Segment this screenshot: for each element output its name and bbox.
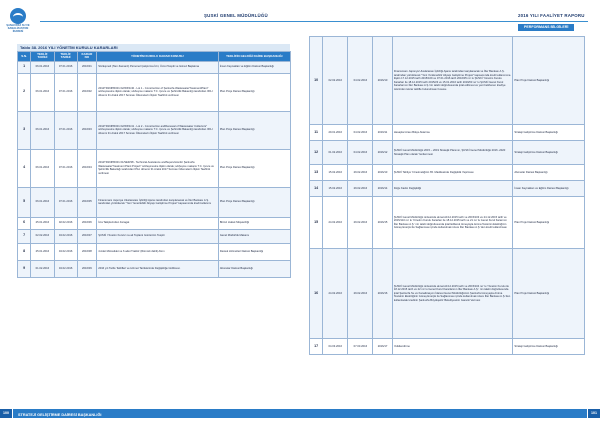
left-decisions-table: [17, 51, 291, 278]
proposal-date: 01.02.2016: [323, 141, 348, 165]
proposal-date: 02.02.2016: [31, 229, 54, 243]
col-sn: S.N.: [18, 52, 31, 62]
row-number: 15: [310, 197, 323, 249]
decision-no: 2016/14: [373, 181, 392, 197]
report-title: 2016 YILI FAALİYET RAPORU: [518, 13, 585, 18]
col-daire: TEKLİFİN GELDİĞİ DAİRE BAŞKANLIĞI: [218, 52, 290, 62]
department: Plan Proje Dairesi Başkanlığı: [513, 249, 585, 339]
right-page-number: 101: [588, 409, 600, 418]
decision-subject: 2012TR16IPR001 02/WKS/40 - Lot 1 - Construction of Şanlıurfa WastewaterTreatmentPlant" sözleşmesine ilişkin olarak; sözleşme makamı T.C. Çevre ve Şehircilik Bakanlığı tarafından IPA-I dönemi 31 Aralık 2017 Sonrası Ödemelerin İlişkin Taahhüt verilmesi: [97, 73, 219, 111]
proposal-date: 24.02.2016: [323, 197, 348, 249]
decision-no: 2016/08: [77, 243, 96, 260]
decision-date: 07.01.2016: [54, 73, 77, 111]
proposal-date: 25.01.2016: [31, 217, 54, 229]
department: Strateji Geliştirme Dairesi Başkanlığı: [513, 339, 585, 355]
row-number: 12: [310, 141, 323, 165]
col-teklif-tarihi: TEKLİF TARİHİ: [31, 52, 54, 62]
decision-subject: ŞUSKİ Genel Müdürlüğü 2015 – 2019 Stratejik Planının, ŞUSKİ Genel Müdürlüğü 2016 -2020 Stratejik Plan olarak Yenilenmesi: [392, 141, 513, 165]
row-number: 13: [310, 165, 323, 181]
left-page-number: 100: [0, 409, 12, 418]
row-number: 9: [18, 260, 31, 277]
table-header-row: [18, 52, 291, 62]
decision-subject: ŞUSKİ Tahliye Yönetmeliğinin 65. Maddesinde Değişiklik Yapılması: [392, 165, 513, 181]
water-drop-icon: [10, 8, 26, 24]
table-row: [18, 260, 291, 277]
department: Destek Hizmetleri Dairesi Başkanlığı: [218, 243, 290, 260]
row-number: 3: [18, 111, 31, 149]
proposal-date: 06.01.2016: [31, 61, 54, 73]
department: Strateji Geliştirme Dairesi Başkanlığı: [513, 141, 585, 165]
row-number: 16: [310, 249, 323, 339]
decision-date: 04.02.2016: [54, 243, 77, 260]
department: Genel Müdürlük Makamı: [218, 229, 290, 243]
row-number: 10: [310, 37, 323, 125]
proposal-date: 15.02.2016: [323, 165, 348, 181]
proposal-date: 04.03.2016: [323, 339, 348, 355]
table-row: [310, 141, 585, 165]
decision-no: 2016/15: [373, 197, 392, 249]
header-rule-right: [300, 21, 588, 22]
decision-date: 04.02.2016: [54, 229, 77, 243]
decision-subject: Sözleşmeli (Tam Zamanlı) Personel Çalıştırma İzni, Ücret Tespiti ve Görevi Başlatma: [97, 61, 219, 73]
decision-no: 2016/17: [373, 339, 392, 355]
decision-date: 07.01.2016: [54, 187, 77, 217]
suski-logo: [10, 8, 26, 24]
col-teklif-tarihi-2: TEKLİF TARİHİ: [54, 52, 77, 62]
decision-date: 04.02.2016: [54, 260, 77, 277]
row-number: 7: [18, 229, 31, 243]
proposal-date: 01.02.2016: [31, 260, 54, 277]
decision-subject: 2012TR16IPR001 02/WKS/41 - Lot 2 - Construction andRenewal of Wastewater Collectors" sözleşmesine ilişkin olarak; sözleşme makamı T.C. Çevre ve Şehircilik Bakanlığı tarafından IPA-I dönemi 31 Aralık 2017 Sonrası Ödemelerin İlişkin Taahhüt verilmesi: [97, 111, 219, 149]
proposal-date: 25.01.2016: [31, 243, 54, 260]
left-footer-text: STRATEJİ GELİŞTİRME DAİRESİ BAŞKANLIĞI: [18, 413, 102, 417]
department: İnsan Kaynakları ve Eğitim Dairesi Başkanlığı: [218, 61, 290, 73]
row-number: 1: [18, 61, 31, 73]
table-row: [18, 61, 291, 73]
org-name: ŞUSKİ GENEL MÜDÜRLÜĞÜ: [204, 13, 268, 18]
row-number: 2: [18, 73, 31, 111]
department: Plan Proje Dairesi Başkanlığı: [513, 37, 585, 125]
decision-date: 07.01.2016: [54, 111, 77, 149]
department: İnsan Kaynakları ve Eğitim Dairesi Başkanlığı: [513, 181, 585, 197]
decision-subject: 2016 yılı Tarife Teklifleri ve Hizmet Tarifelerinde Değişikliğe Gidilmesi.: [97, 260, 219, 277]
section-tag: PERFORMANS BİLGİLERİ: [518, 24, 574, 31]
decision-subject: Yetkilendirme: [392, 339, 513, 355]
decision-no: 2016/07: [77, 229, 96, 243]
row-number: 6: [18, 217, 31, 229]
decision-no: 2016/13: [373, 165, 392, 181]
proposal-date: 06.01.2016: [31, 149, 54, 187]
decision-subject: Finansmanı Japonya Uluslararası İşbirliği Ajansı tarafından karşılanacak ve İller Bankası A.Ş. tarafından yürütülecek "Yeni Yenilenebilir Altyapı Geliştirme Projesi" kapsamında kredi kullanımına ilişkin 17.12.2015 tarih 2015/109 ve 07.01.2016 tarih 2016/05 no' lu ŞUSKİ Yönetim Kurulu Kararları ile 18.12.2015 tarih 2015/23 ve 15.01.2016 tarih 2016/03 no' lu ŞUSKİ Genel Kurul Kararlarının İller Bankası A.Ş.'nin talebi doğrultusunda iptal edilmesi ve yeni belirlenen krediye üzerinden tekrar teklifle bulunulması hususu.: [392, 37, 513, 125]
decision-date: 04.02.2016: [348, 125, 373, 141]
decision-no: 2016/09: [77, 260, 96, 277]
right-footer-bar: [300, 409, 587, 418]
decision-date: 29.02.2016: [348, 249, 373, 339]
decision-subject: Doğu Kadro Değişikliği: [392, 181, 513, 197]
table-row: [310, 197, 585, 249]
decision-subject: Hesaplar Arası Bütçe Aktarma: [392, 125, 513, 141]
table-row: [18, 111, 291, 149]
department: Plan Proje Dairesi Başkanlığı: [218, 73, 290, 111]
decision-date: 29.02.2016: [348, 181, 373, 197]
logo-subtext: ŞANLIURFA SU VE KANALİZASYON İDARESİ: [6, 24, 30, 33]
department: Plan Proje Dairesi Başkanlığı: [218, 111, 290, 149]
decision-no: 2016/02: [77, 73, 96, 111]
decision-no: 2016/01: [77, 61, 96, 73]
col-karar-no: KARAR NO: [77, 52, 96, 62]
right-page: [300, 0, 600, 426]
table-row: [310, 165, 585, 181]
proposal-date: 02.02.2016: [323, 37, 348, 125]
decision-no: 2016/12: [373, 141, 392, 165]
decision-no: 2016/10: [373, 37, 392, 125]
decision-date: 07.01.2016: [54, 149, 77, 187]
proposal-date: 29.01.2016: [323, 125, 348, 141]
decision-no: 2016/06: [77, 217, 96, 229]
decision-subject: 2012TR16IPR001 01/SER/38 - Technical Assistance andSupervisionfor Şanlıurfa WastewaterTreatment Plant Project" sözleşmesine ilişkin olarak; sözleşme makamı T.C. Çevre ve Şehircilik Bakanlığı tarafından IPA-I dönemi 31 Aralık 2017 Sonrası Ödemelerin İlişkin Taahhüt verilmesi: [97, 149, 219, 187]
row-number: 8: [18, 243, 31, 260]
department: Abonelar Dairesi Başkanlığı: [513, 165, 585, 181]
col-karar-konusu: YÖNETİM KURULU KARAR KONUSU: [97, 52, 219, 62]
decision-date: 29.02.2016: [348, 197, 373, 249]
table-row: [310, 37, 585, 125]
decision-subject: İcra Takiplerinden Feragat: [97, 217, 219, 229]
decision-date: 07.03.2016: [348, 339, 373, 355]
proposal-date: 24.02.2016: [323, 249, 348, 339]
decision-no: 2016/05: [77, 187, 96, 217]
decision-subject: ŞUSKİ Genel Müdürlüğü ünitesinde alınan10.12.2015 tarih ve 2015/103 ve 24.12.2015 tarih ve 2015/110 no' lu Yönetim Kurulu Kararları ile 18.12.2015 tarih ve 21 no' lu Genel Kurul Kararının İller Bankası A.Ş.' nin talebi doğrultusunda iptal Edilerek tümeyayla Anima Tesisinin Elektriğinin Güneş Enerjisi ile Sağlanması içinde kullanılmak üzere İller Bankası A.Ş.'den kredi kullanılması: [392, 197, 513, 249]
proposal-date: 06.01.2016: [31, 73, 54, 111]
table-row: [18, 73, 291, 111]
decision-date: 02.02.2016: [54, 217, 77, 229]
table-row: [310, 125, 585, 141]
table-row: [18, 149, 291, 187]
row-number: 14: [310, 181, 323, 197]
table-row: [310, 339, 585, 355]
department: Plan Proje Dairesi Başkanlığı: [218, 187, 290, 217]
row-number: 17: [310, 339, 323, 355]
decision-no: 2016/16: [373, 249, 392, 339]
row-number: 4: [18, 149, 31, 187]
right-decisions-table: [309, 36, 585, 355]
decision-subject: ŞUSKİ Genel Müdürlüğü ünitesinde alınan10.12.2015 tarih ve 2015/104 no' lu Yönetim Kurulu ile 18.12.2015 tarih ve 22 no' lu Genel Kurul Kararlarının İller Bankası A.Ş.' nin talebi doğrultusunda iptal Şanlıurfa Su ve Kanalizasyon İdaresi Genel Müdürlüğünün Şanlıurfa tümeyayla Arıtma Tesisinin Elektriğinin Güneş Enerjisi ile Sağlanması içinde kullanılmak üzere İller Bankası A.Ş.'den kullanılacak kredinin Şanlıurfa Büyükşehir Belediyesinin Garanti Vermesi: [392, 249, 513, 339]
decision-subject: ŞUSKİ Yönetim Kurulu' na ait Toplantı Günlerinin Tespiti: [97, 229, 219, 243]
table-row: [18, 229, 291, 243]
table-caption: Tablo 38. 2016 YILI YÖNETİM KURULU KARARLARI: [17, 44, 290, 51]
table-row: [310, 181, 585, 197]
table-row: [18, 243, 291, 260]
proposal-date: 06.01.2016: [31, 111, 54, 149]
proposal-date: 15.02.2016: [323, 181, 348, 197]
department: Abonelar Dairesi Başkanlığı: [218, 260, 290, 277]
decision-subject: Finansmanı Japonya Uluslararası İşbirliği Ajansı tarafından karşılanacak ve İller Bankası A.Ş. tarafından yürütülecek "Yeni Yenerilebilir Altyapı Geliştirme Projesi" kapsamında kredi kullanımı: [97, 187, 219, 217]
row-number: 5: [18, 187, 31, 217]
department: Birinci Hukuk Müşavirliği: [218, 217, 290, 229]
proposal-date: 06.01.2016: [31, 187, 54, 217]
decision-subject: 4 Adet Motosiklet ve 6 adet Traktör (Römork dahil) Alımı: [97, 243, 219, 260]
department: Strateji Geliştirme Dairesi Başkanlığı: [513, 125, 585, 141]
department: Plan Proje Dairesi Başkanlığı: [513, 197, 585, 249]
decision-no: 2016/11: [373, 125, 392, 141]
decision-date: 07.01.2016: [54, 61, 77, 73]
row-number: 11: [310, 125, 323, 141]
department: Plan Proje Dairesi Başkanlığı: [218, 149, 290, 187]
table-row: [18, 217, 291, 229]
decision-date: 04.02.2016: [348, 141, 373, 165]
decision-no: 2016/03: [77, 111, 96, 149]
table-row: [310, 249, 585, 339]
decision-no: 2016/04: [77, 149, 96, 187]
decision-date: 29.02.2016: [348, 165, 373, 181]
decision-date: 04.02.2016: [348, 37, 373, 125]
table-row: [18, 187, 291, 217]
header-rule: [40, 21, 300, 22]
